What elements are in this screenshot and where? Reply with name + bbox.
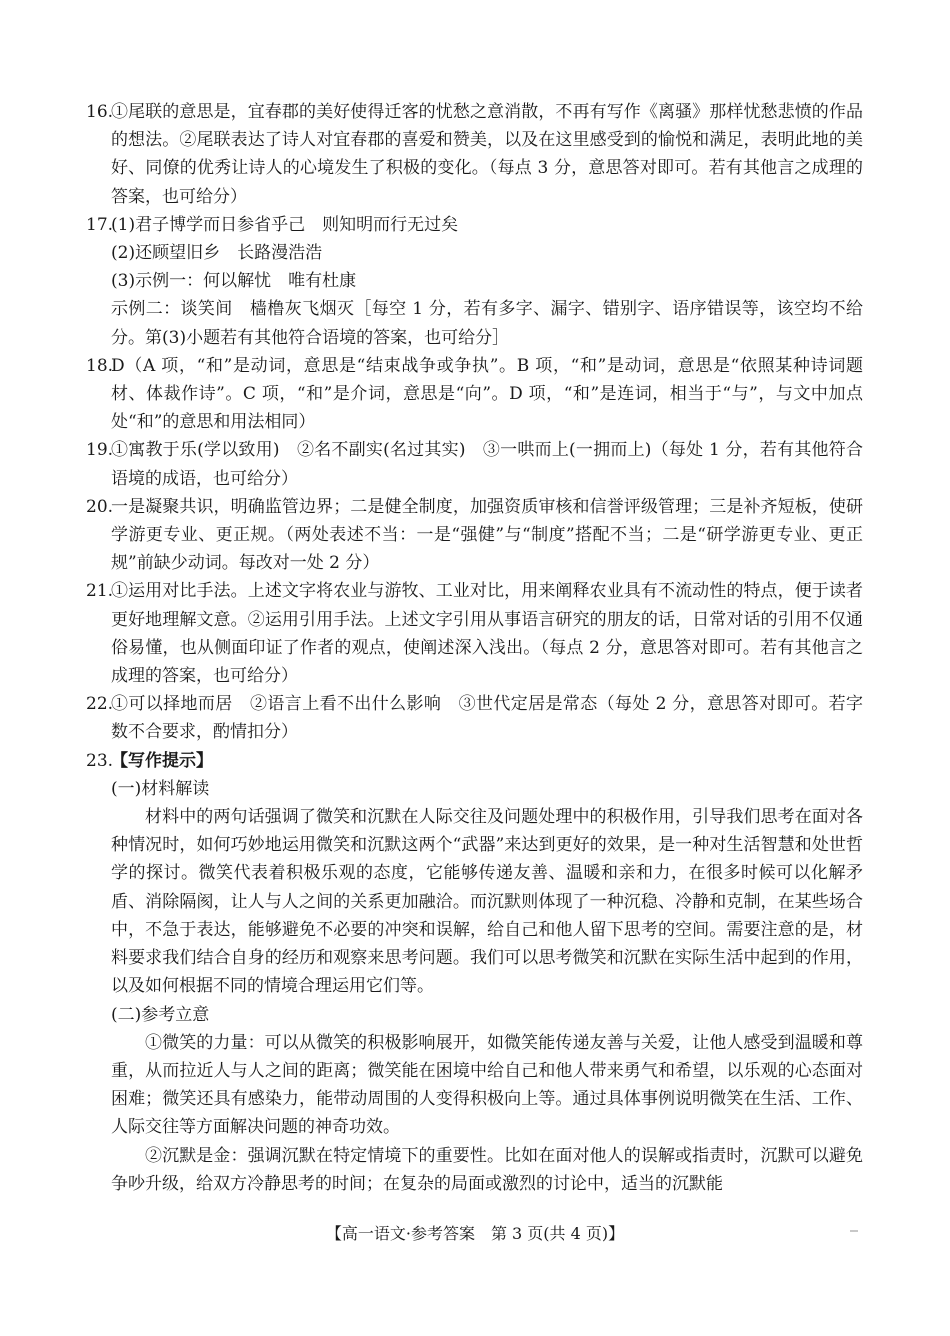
reference-point-2: ②沉默是金：强调沉默在特定情境下的重要性。比如在面对他人的误解或指责时，沉默可以避免争吵升级，给双方冷静思考的时间；在复杂的局面或激烈的讨论中，适当的沉默能 [111, 1145, 863, 1194]
answer-18 [88, 352, 863, 437]
section-title-material: (一)材料解读 [111, 778, 210, 799]
question-number: 21. [86, 581, 114, 602]
answer-19 [88, 436, 863, 492]
material-interpretation-text: 材料中的两句话强调了微笑和沉默在人际交往及问题处理中的积极作用，引导我们思考在面对各种情况时，如何巧妙地运用微笑和沉默这两个“武器”来达到更好的效果，是一种对生活智慧和处世哲学的探讨。微笑代表着积极乐观的态度，它能够传递友善、温暖和亲和力，在很多时候可以化解矛盾、消除隔阂，让人与人之间的关系更加融洽。而沉默则体现了一种沉稳、冷静和克制，在某些场合中，不急于表达，能够避免不必要的冲突和误解，给自己和他人留下思考的空间。需要注意的是，材料要求我们结合自身的经历和观察来思考问题。我们可以思考微笑和沉默在实际生活中起到的作用，以及如何根据不同的情境合理运用它们等。 [111, 807, 863, 997]
page-footer: 【高一语文·参考答案 第 3 页(共 4 页)】 [325, 1224, 625, 1243]
question-number: 16. [86, 102, 114, 122]
answer-22 [88, 690, 863, 746]
answer-text: ①尾联的意思是，宜春郡的美好使得迁客的忧愁之意消散，不再有写作《离骚》那样忧愁悲愤的作品的想法。②尾联表达了诗人对宜春郡的喜爱和赞美，以及在这里感受到的愉悦和满足，表明此地的美好、同僚的优秀让诗人的心境发生了积极的变化。（每点 3 分，意思答对即可。若有其他言之成理的答案，也可给分） [111, 102, 863, 207]
answer-17 [88, 211, 863, 239]
answer-16 [88, 98, 863, 211]
question-number: 17. [86, 214, 114, 235]
question-number: 23. [86, 750, 114, 771]
answer-17-line-4: 示例二：谈笑间 樯橹灰飞烟灭［每空 1 分，若有多字、漏字、错别字、语序错误等，该空均不给分。第(3)小题若有其他符合语境的答案，也可给分］ [111, 299, 863, 348]
answer-17-line-3: (3)示例一：何以解忧 唯有杜康 [111, 271, 357, 292]
reference-point-1: ①微笑的力量：可以从微笑的积极影响展开，如微笑能传递友善与关爱，让他人感受到温暖和尊重，从而拉近人与人之间的距离；微笑能在困境中给自己和他人带来勇气和希望，以乐观的心态面对困难；微笑还具有感染力，能带动周围的人变得积极向上等。通过具体事例说明微笑在生活、工作、人际交往等方面解决问题的神奇功效。 [111, 1032, 863, 1138]
answer-20 [88, 493, 863, 578]
writing-tips-heading: 【写作提示】 [111, 750, 213, 771]
question-number: 19. [86, 440, 114, 461]
answer-text: ①运用对比手法。上述文字将农业与游牧、工业对比，用来阐释农业具有不流动性的特点，便于读者更好地理解文意。②运用引用手法。上述文字引用从事语言研究的朋友的话，日常对话的引用不仅通俗易懂，也从侧面印证了作者的观点，使阐述深入浅出。（每点 2 分，意思答对即可。若有其他言之成理的答案，也可给分） [111, 581, 863, 687]
answer-content [88, 98, 863, 1198]
answer-21 [88, 577, 863, 690]
question-number: 20. [86, 496, 114, 517]
answer-text: ①可以择地而居 ②语言上看不出什么影响 ③世代定居是常态（每处 2 分，意思答对即可。若字数不合要求，酌情扣分） [111, 694, 863, 743]
answer-text: 一是凝聚共识，明确监管边界；二是健全制度，加强资质审核和信誉评级管理；三是补齐短板，使研学游更专业、更正规。（两处表述不当：一是“强健”与“制度”搭配不当；二是“研学游更专业、更正规”前缺少动词。每改对一处 2 分） [111, 496, 863, 574]
section-title-reference: (二)参考立意 [111, 1004, 210, 1025]
answer-17-line-2: (2)还顾望旧乡 长路漫浩浩 [111, 243, 323, 264]
question-number: 22. [86, 694, 114, 715]
corner-mark [850, 1230, 858, 1232]
answer-line: (1)君子博学而日参省乎己 则知明而行无过矣 [111, 214, 459, 235]
question-number: 18. [86, 355, 114, 376]
answer-23 [88, 747, 863, 775]
answer-text: D（A 项，“和”是动词，意思是“结束战争或争执”。B 项，“和”是动词，意思是“依照某种诗词题材、体裁作诗”。C 项，“和”是介词，意思是“向”。D 项，“和”是连词，相当于“与”，与文中加点处“和”的意思和用法相同） [111, 355, 863, 433]
answer-text: ①寓教于乐(学以致用) ②名不副实(名过其实) ③一哄而上(一拥而上)（每处 1 分，若有其他符合语境的成语，也可给分） [111, 440, 863, 489]
